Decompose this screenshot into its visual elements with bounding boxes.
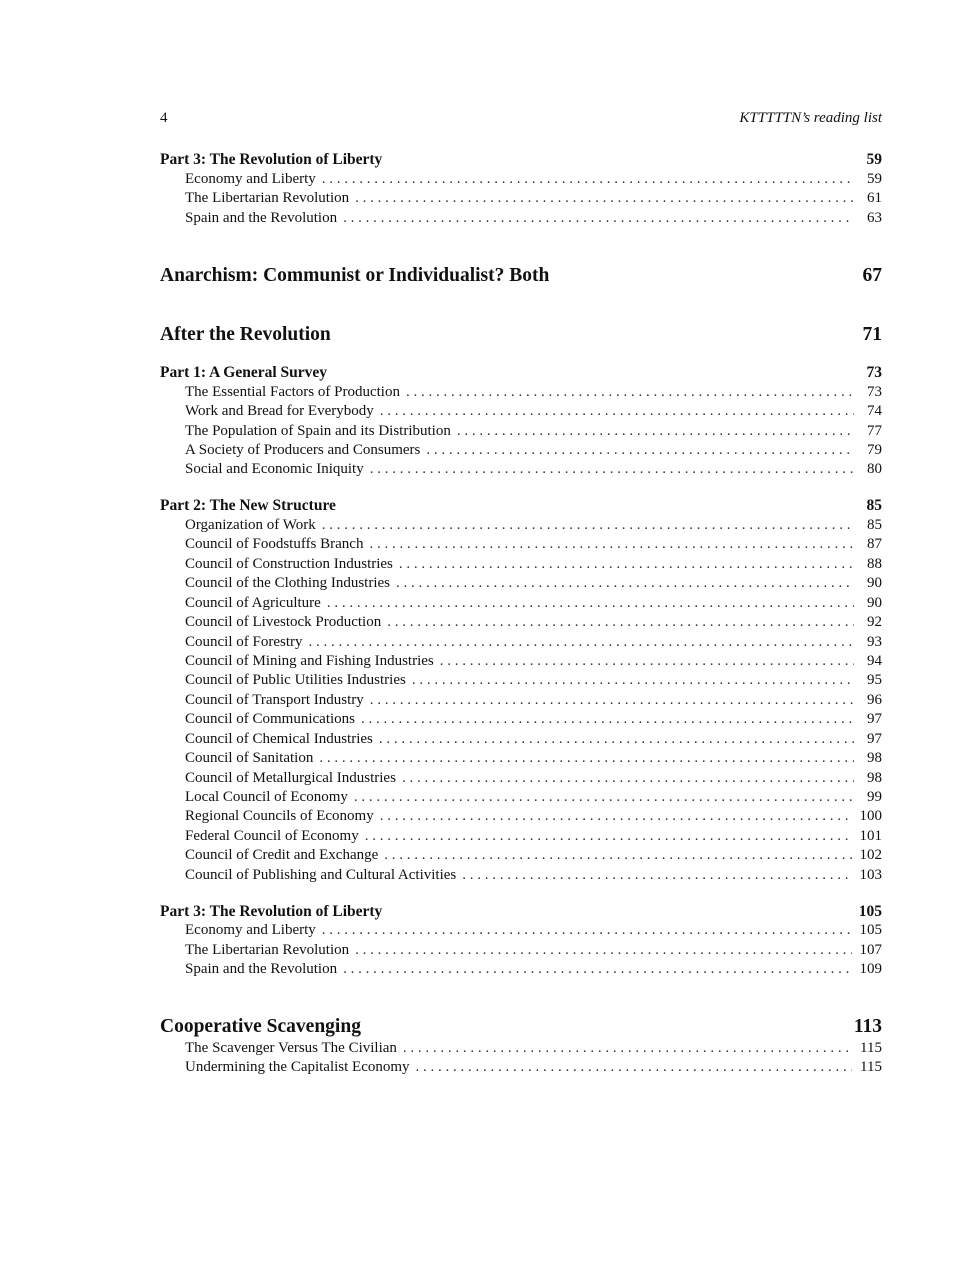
toc-entry[interactable]: [185, 1040, 882, 1059]
entry-page: 79: [867, 442, 882, 458]
leader-dots: [355, 942, 851, 959]
leader-dots: [426, 442, 854, 459]
entry-page: 77: [867, 423, 882, 439]
entry-label: Council of Forestry: [185, 634, 303, 650]
toc-entry[interactable]: [185, 556, 882, 575]
leader-dots: [403, 1040, 852, 1057]
entry-label: The Population of Spain and its Distribution: [185, 423, 451, 439]
entry-page: 98: [867, 770, 882, 786]
entry-label: Work and Bread for Everybody: [185, 403, 374, 419]
entry-label: Social and Economic Iniquity: [185, 461, 364, 477]
toc-entry[interactable]: [185, 634, 882, 653]
entry-label: The Libertarian Revolution: [185, 942, 350, 958]
entry-page: 98: [867, 750, 882, 766]
entry-page: 90: [867, 595, 882, 611]
entry-label: Council of Communications: [185, 711, 355, 727]
toc-entry[interactable]: [185, 190, 882, 209]
entry-label: The Essential Factors of Production: [185, 384, 400, 400]
part-page: 85: [866, 497, 882, 514]
entry-page: 74: [867, 403, 882, 419]
leader-dots: [462, 867, 851, 884]
leader-dots: [322, 171, 854, 188]
entry-page: 97: [867, 731, 882, 747]
part-title: Part 3: The Revolution of Liberty: [160, 151, 383, 168]
entry-label: Council of Mining and Fishing Industries: [185, 653, 434, 669]
entry-label: A Society of Producers and Consumers: [185, 442, 421, 458]
toc-entry[interactable]: [185, 442, 882, 461]
entry-page: 96: [867, 692, 882, 708]
toc-chapter-heading[interactable]: [160, 265, 882, 291]
toc-entry[interactable]: [185, 210, 882, 229]
entry-label: Organization of Work: [185, 517, 316, 533]
running-title: KTTTTTN’s reading list: [739, 110, 882, 126]
leader-dots: [416, 1059, 853, 1076]
toc-entry[interactable]: [185, 808, 882, 827]
leader-dots: [402, 770, 854, 787]
toc-entry[interactable]: [185, 614, 882, 633]
entry-label: Council of Chemical Industries: [185, 731, 373, 747]
entry-page: 115: [860, 1040, 882, 1056]
part-title: Part 1: A General Survey: [160, 364, 328, 381]
toc-entry[interactable]: [185, 692, 882, 711]
toc-entry[interactable]: [185, 847, 882, 866]
leader-dots: [319, 750, 854, 767]
entry-label: Council of Public Utilities Industries: [185, 672, 406, 688]
entry-label: Federal Council of Economy: [185, 828, 359, 844]
toc-entry[interactable]: [185, 672, 882, 691]
toc-entry[interactable]: [185, 942, 882, 961]
leader-dots: [387, 614, 854, 631]
toc-entry[interactable]: [185, 517, 882, 536]
toc-part-heading[interactable]: [160, 497, 882, 517]
part-title: Part 2: The New Structure: [160, 497, 336, 514]
entry-page: 107: [859, 942, 882, 958]
toc-entry[interactable]: [185, 750, 882, 769]
entry-page: 95: [867, 672, 882, 688]
leader-dots: [354, 789, 854, 806]
chapter-page: 113: [853, 1016, 882, 1037]
leader-dots: [327, 595, 854, 612]
entry-page: 99: [867, 789, 882, 805]
toc-entry[interactable]: [185, 575, 882, 594]
leader-dots: [309, 634, 855, 651]
leader-dots: [343, 961, 851, 978]
part-title: Part 3: The Revolution of Liberty: [160, 903, 383, 920]
leader-dots: [343, 210, 854, 227]
toc-part-heading[interactable]: [160, 151, 882, 171]
toc-entry[interactable]: [185, 1059, 882, 1078]
leader-dots: [379, 731, 854, 748]
entry-label: Undermining the Capitalist Economy: [185, 1059, 410, 1075]
entry-label: The Libertarian Revolution: [185, 190, 350, 206]
toc-entry[interactable]: [185, 731, 882, 750]
entry-label: Council of Foodstuffs Branch: [185, 536, 364, 552]
entry-label: Council of Transport Industry: [185, 692, 364, 708]
toc-chapter-heading[interactable]: [160, 324, 882, 350]
page-number: 4: [160, 110, 168, 126]
entry-label: Council of the Clothing Industries: [185, 575, 390, 591]
toc-chapter-heading[interactable]: [160, 1016, 882, 1042]
entry-page: 90: [867, 575, 882, 591]
toc-entry[interactable]: [185, 653, 882, 672]
toc-entry[interactable]: [185, 403, 882, 422]
entry-page: 92: [867, 614, 882, 630]
leader-dots: [380, 403, 854, 420]
entry-label: Economy and Liberty: [185, 171, 316, 187]
leader-dots: [457, 423, 854, 440]
entry-label: Council of Agriculture: [185, 595, 321, 611]
leader-dots: [370, 461, 854, 478]
toc-entry[interactable]: [185, 461, 882, 480]
leader-dots: [322, 922, 852, 939]
entry-label: The Scavenger Versus The Civilian: [185, 1040, 397, 1056]
toc-entry[interactable]: [185, 789, 882, 808]
toc-part-heading[interactable]: [160, 903, 882, 923]
chapter-title: Cooperative Scavenging: [160, 1016, 361, 1037]
entry-page: 80: [867, 461, 882, 477]
entry-page: 101: [859, 828, 882, 844]
leader-dots: [355, 190, 854, 207]
part-page: 105: [858, 903, 882, 920]
part-page: 59: [866, 151, 882, 168]
leader-dots: [406, 384, 854, 401]
entry-label: Regional Councils of Economy: [185, 808, 374, 824]
entry-label: Spain and the Revolution: [185, 961, 338, 977]
toc-entry[interactable]: [185, 961, 882, 980]
leader-dots: [380, 808, 852, 825]
toc-entry[interactable]: [185, 171, 882, 190]
chapter-title: After the Revolution: [160, 324, 331, 345]
toc-entry[interactable]: [185, 770, 882, 789]
entry-label: Spain and the Revolution: [185, 210, 338, 226]
entry-label: Council of Construction Industries: [185, 556, 393, 572]
page-header: [160, 110, 882, 130]
leader-dots: [440, 653, 854, 670]
leader-dots: [361, 711, 854, 728]
leader-dots: [412, 672, 854, 689]
entry-label: Council of Metallurgical Industries: [185, 770, 396, 786]
entry-page: 94: [867, 653, 882, 669]
toc-entry[interactable]: [185, 536, 882, 555]
entry-page: 85: [867, 517, 882, 533]
leader-dots: [396, 575, 854, 592]
leader-dots: [370, 692, 854, 709]
entry-page: 97: [867, 711, 882, 727]
leader-dots: [384, 847, 851, 864]
entry-label: Council of Sanitation: [185, 750, 314, 766]
entry-page: 87: [867, 536, 882, 552]
leader-dots: [369, 536, 854, 553]
entry-page: 103: [859, 867, 882, 883]
toc-entry[interactable]: [185, 922, 882, 941]
entry-label: Local Council of Economy: [185, 789, 348, 805]
chapter-page: 71: [862, 324, 882, 345]
toc-part-heading[interactable]: [160, 364, 882, 384]
part-page: 73: [866, 364, 882, 381]
chapter-page: 67: [862, 265, 882, 286]
toc-entry[interactable]: [185, 828, 882, 847]
toc-entry[interactable]: [185, 867, 882, 886]
entry-page: 102: [859, 847, 882, 863]
entry-page: 61: [867, 190, 882, 206]
toc-entry[interactable]: [185, 423, 882, 442]
entry-page: 105: [859, 922, 882, 938]
entry-label: Council of Livestock Production: [185, 614, 382, 630]
entry-page: 88: [867, 556, 882, 572]
toc-entry[interactable]: [185, 595, 882, 614]
entry-page: 100: [859, 808, 882, 824]
leader-dots: [322, 517, 854, 534]
entry-page: 73: [867, 384, 882, 400]
leader-dots: [365, 828, 852, 845]
toc-entry[interactable]: [185, 711, 882, 730]
entry-page: 109: [859, 961, 882, 977]
entry-page: 59: [867, 171, 882, 187]
entry-page: 63: [867, 210, 882, 226]
entry-page: 115: [860, 1059, 882, 1075]
leader-dots: [399, 556, 854, 573]
toc-entry[interactable]: [185, 384, 882, 403]
entry-label: Economy and Liberty: [185, 922, 316, 938]
entry-label: Council of Publishing and Cultural Activities: [185, 867, 457, 883]
entry-page: 93: [867, 634, 882, 650]
chapter-title: Anarchism: Communist or Individualist? Both: [160, 265, 550, 286]
entry-label: Council of Credit and Exchange: [185, 847, 379, 863]
